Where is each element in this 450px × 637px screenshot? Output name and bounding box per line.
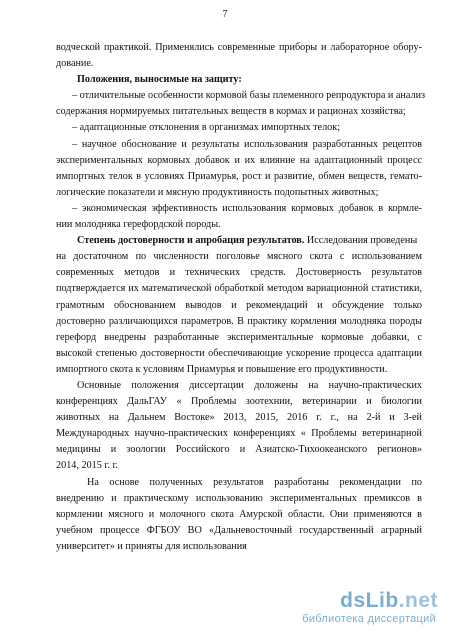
- page-number: 7: [222, 9, 228, 20]
- text-line: – адаптационные отклонения в организмах импортных телок;: [72, 122, 341, 134]
- text-line: импортных телок в условиях Приамурья, рост и развитие, обмен веществ, гемато-: [56, 170, 422, 182]
- text-line: высокой степенью достоверности обеспечивающие ускорение процесса адаптации: [56, 347, 422, 359]
- text-line: кормлении мясного и молочного скота Амурской области. Они применяются в: [56, 508, 422, 520]
- text-line: достоверно различающихся параметров. В практику кормления молодняка породы: [56, 315, 422, 327]
- text-line: – экономическая эффективность использования кормовых добавок в кормле-: [72, 202, 422, 214]
- text-line: [56, 233, 422, 249]
- watermark-logo: [278, 589, 438, 629]
- text-line: – отличительные особенности кормовой базы племенного репродуктора и анализ: [72, 90, 426, 102]
- text-line: герефорд внедрены разработанные экспериментальные кормовые добавки, с: [56, 331, 422, 343]
- text-line: нии молодняка герефордской породы.: [56, 219, 221, 231]
- text-line: Положения, выносимые на защиту:: [77, 74, 242, 86]
- text-line: на достаточном по численности поголовье мясного скота с использованием: [56, 251, 422, 263]
- text-line: Международных научно-практических конференциях « Проблемы ветеринарной: [56, 428, 422, 440]
- text-line: 2014, 2015 г. г.: [56, 460, 119, 472]
- text-line: медицины и зоологии Российского и Азиатско-Тихоокеанского регионов»: [56, 444, 422, 456]
- text-line: логические показатели и мясную продуктивность подопытных животных;: [56, 186, 379, 198]
- text-line: университет» и приняты для использования: [56, 540, 247, 552]
- text-line: конференциях ДальГАУ « Проблемы зоотехнии, ветеринарии и биологии: [56, 396, 422, 408]
- document-body: [56, 40, 426, 555]
- text-line: экспериментальных кормовых добавок и их влияние на адаптационный процесс: [56, 154, 422, 166]
- text-line: учебном процессе ФГБОУ ВО «Дальневосточный государственный аграрный: [56, 524, 422, 536]
- text-line: подтверждается их математической обработкой методом вариационной статистики,: [56, 283, 422, 295]
- watermark-logo-ext: .net: [398, 589, 438, 612]
- section-heading: Степень достоверности и апробация результатов.: [77, 235, 305, 247]
- text-run: Исследования проведены: [304, 235, 418, 247]
- text-line: – научное обоснование и результаты использования разработанных рецептов: [72, 138, 422, 150]
- text-line: Основные положения диссертации доложены на научно-практических: [77, 379, 422, 391]
- text-line: содержания нормируемых питательных веществ в кормах и рационах хозяйства;: [56, 106, 406, 118]
- watermark-logo-main: dsLib: [340, 589, 399, 612]
- watermark-logo-text: [340, 589, 438, 613]
- watermark-subtitle: библиотека диссертаций: [302, 613, 436, 625]
- text-line: На основе полученных результатов разработаны рекомендации по: [87, 476, 422, 488]
- text-line: грамотным обоснованием выводов и рекомендаций и обсуждение только: [56, 299, 422, 311]
- text-line: животных на Дальнем Востоке» 2013, 2015, 2016 г. г., на 2-й и 3-ей: [56, 412, 422, 424]
- text-line: импортного скота к условиям Приамурья и повышение его продуктивности.: [56, 363, 388, 375]
- text-line: водческой практикой. Применялись современные приборы и лабораторное обору-: [56, 42, 422, 53]
- text-line: дование.: [56, 58, 94, 70]
- text-line: современных методов и технических средств. Достоверность результатов: [56, 267, 422, 279]
- text-line: внедрению и практическому использованию экспериментальных премиксов в: [56, 492, 422, 504]
